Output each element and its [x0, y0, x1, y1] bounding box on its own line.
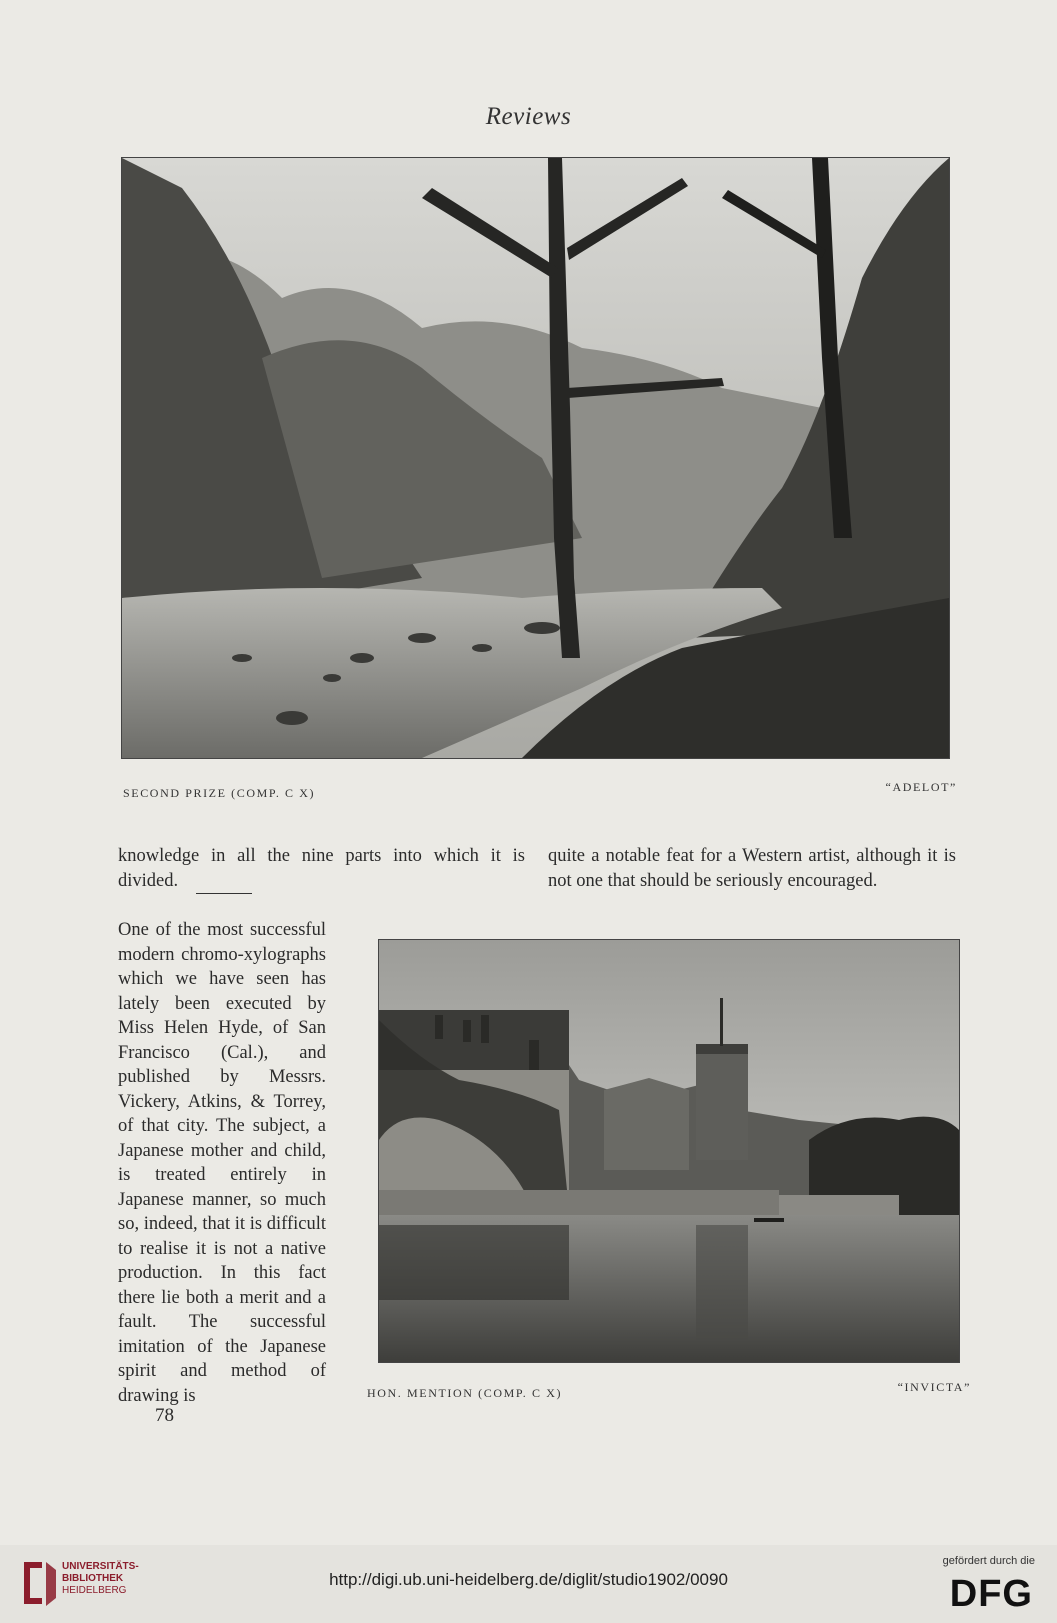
text-column-3: One of the most successful modern chromo-xylographs which we have seen has lately been executed by Miss Helen Hyde, of San Francisco (Cal.), and published by Messrs. Vickery, Atkins, & Torrey, of that city. The subject, a Japanese mother and child, is treated entirely in Japanese manner, so much so, indeed, that it is difficult to realise it is not a native production. In this fact there lie both a merit and a fault. The successful imitation of the Japanese spirit and method of drawing is [118, 920, 326, 1406]
library-name-line3: HEIDELBERG [62, 1585, 127, 1596]
figure2-caption-left: HON. MENTION (COMP. C X) [367, 1386, 563, 1400]
text-column-2: quite a notable feat for a Western artist, although it is not one that should be seriously encouraged. [548, 846, 956, 891]
digitization-footer [0, 1545, 1057, 1623]
library-name-line1: UNIVERSITÄTS- [62, 1561, 139, 1572]
figure1-caption-right: “ADELOT” [885, 780, 957, 794]
figure2-caption-right: “INVICTA” [897, 1380, 971, 1394]
section-divider [196, 893, 252, 894]
running-head: Reviews [485, 103, 572, 130]
dfg-logo: DFG [949, 1573, 1033, 1615]
riverside-town-church-photo [378, 939, 960, 1363]
library-name-line2: BIBLIOTHEK [62, 1573, 124, 1584]
source-url-link[interactable]: http://digi.ub.uni-heidelberg.de/diglit/studio1902/0090 [329, 1570, 728, 1589]
text-column-1: knowledge in all the nine parts into which it is divided. [118, 846, 525, 891]
river-woodland-photo [121, 157, 950, 759]
figure1-caption-left: SECOND PRIZE (COMP. C X) [123, 786, 316, 800]
sponsor-note: gefördert durch die [942, 1555, 1035, 1567]
page-number: 78 [155, 1405, 174, 1426]
